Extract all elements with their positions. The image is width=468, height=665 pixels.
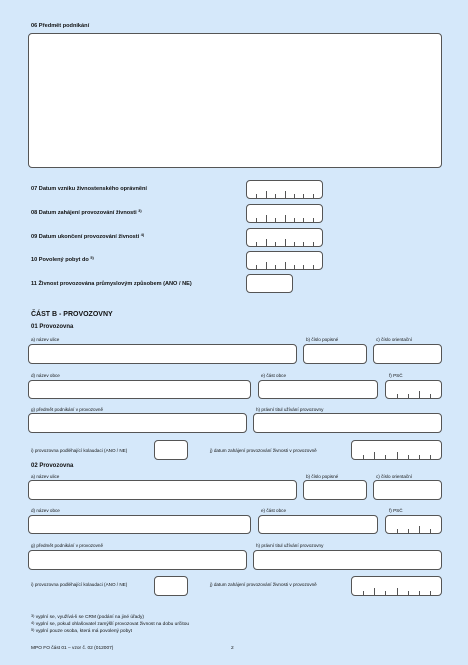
page-number: 2 xyxy=(231,646,234,651)
provozovna-2-title: 02 Provozovna xyxy=(31,463,74,469)
digit-separator xyxy=(256,194,257,198)
digit-separator xyxy=(294,218,295,222)
p2-titul-label: h) právní titul užívání provozovny xyxy=(256,543,324,548)
digit-separator xyxy=(408,591,409,595)
p2-ulice-label: a) název ulice xyxy=(31,474,60,479)
provozovna-1-title: 01 Provozovna xyxy=(31,324,74,330)
digit-separator xyxy=(430,455,431,459)
digit-separator xyxy=(397,452,398,459)
digit-separator xyxy=(430,529,431,533)
digit-separator xyxy=(275,265,276,269)
p1-cast-obce-label: e) část obce xyxy=(261,373,287,378)
p2-ulice-field[interactable] xyxy=(28,480,297,500)
p1-predmet-field[interactable] xyxy=(28,413,247,433)
digit-separator xyxy=(385,455,386,459)
digit-separator xyxy=(266,262,267,269)
digit-separator xyxy=(303,218,304,222)
p1-psc-label: f) PSČ xyxy=(389,373,403,378)
digit-separator xyxy=(385,591,386,595)
digit-separator xyxy=(313,265,314,269)
p1-kolaudace-field[interactable] xyxy=(154,440,188,460)
digit-separator xyxy=(275,194,276,198)
p2-psc-label: f) PSČ xyxy=(389,508,403,513)
digit-separator xyxy=(285,239,286,246)
footnote-5: $^{5)}$ vyplní pouze osoba, která má povolený pobyt xyxy=(31,628,132,634)
date-10-label: 10 Povolený pobyt do $^{5)}$ xyxy=(31,256,94,263)
digit-separator xyxy=(256,265,257,269)
digit-separator xyxy=(294,194,295,198)
date-07-label: 07 Datum vzniku živnostenského oprávnění xyxy=(31,186,147,192)
p2-cast-obce-label: e) část obce xyxy=(261,508,287,513)
p2-psc-field[interactable] xyxy=(385,515,442,534)
p2-datum-field[interactable] xyxy=(351,576,442,596)
row-11-field[interactable] xyxy=(246,274,293,293)
p1-psc-field[interactable] xyxy=(385,380,442,399)
digit-separator xyxy=(419,455,420,459)
p2-orientacni-field[interactable] xyxy=(373,480,442,500)
digit-separator xyxy=(294,265,295,269)
p2-titul-field[interactable] xyxy=(253,550,442,570)
digit-separator xyxy=(313,242,314,246)
digit-separator xyxy=(256,218,257,222)
p1-popisne-label: b) číslo popisné xyxy=(306,337,339,342)
digit-separator xyxy=(303,194,304,198)
p1-datum-field[interactable] xyxy=(351,440,442,460)
digit-separator xyxy=(256,242,257,246)
digit-separator xyxy=(266,239,267,246)
row-11-label: 11 Živnost provozována průmyslovým způsobem (ANO / NE) xyxy=(31,281,192,287)
date-08-field[interactable] xyxy=(246,204,323,223)
footnote-4: $^{4)}$ vyplní se, pokud ohlašovatel zamýšlí provozovat živnost na dobu určitou xyxy=(31,621,190,627)
digit-separator xyxy=(266,191,267,198)
p1-orientacni-field[interactable] xyxy=(373,344,442,364)
date-07-field[interactable] xyxy=(246,180,323,199)
digit-separator xyxy=(303,242,304,246)
p1-predmet-label: g) předmět podnikání v provozovně xyxy=(31,407,104,412)
digit-separator xyxy=(408,394,409,398)
p1-popisne-field[interactable] xyxy=(303,344,367,364)
digit-separator xyxy=(419,391,420,398)
p2-popisne-field[interactable] xyxy=(303,480,367,500)
p1-orientacni-label: c) číslo orientační xyxy=(376,337,412,342)
p1-titul-field[interactable] xyxy=(253,413,442,433)
p2-predmet-label: g) předmět podnikání v provozovně xyxy=(31,543,104,548)
section-06-label: 06 Předmět podnikání xyxy=(31,23,90,29)
p2-obec-label: d) název obce xyxy=(31,508,60,513)
digit-separator xyxy=(397,588,398,595)
predmet-podnikani-field[interactable] xyxy=(28,33,442,168)
p1-titul-label: h) právní titul užívání provozovny xyxy=(256,407,324,412)
p1-ulice-label: a) název ulice xyxy=(31,337,60,342)
digit-separator xyxy=(363,455,364,459)
digit-separator xyxy=(374,452,375,459)
form-id: MPO FO část 01 – vzor č. 02 (012007) xyxy=(31,646,114,651)
digit-separator xyxy=(266,215,267,222)
p1-ulice-field[interactable] xyxy=(28,344,297,364)
p1-obec-field[interactable] xyxy=(28,380,251,399)
digit-separator xyxy=(313,218,314,222)
digit-separator xyxy=(397,394,398,398)
digit-separator xyxy=(303,265,304,269)
p2-kolaudace-label: i) provozovna podléhající kolaudaci (ANO / NE) xyxy=(31,582,128,587)
digit-separator xyxy=(294,242,295,246)
digit-separator xyxy=(419,526,420,533)
date-10-field[interactable] xyxy=(246,251,323,270)
digit-separator xyxy=(285,215,286,222)
date-08-label: 08 Datum zahájení provozování živnosti $^{3)}$ xyxy=(31,209,142,216)
digit-separator xyxy=(430,591,431,595)
p1-datum-label: j) datum zahájení provozování živnosti v provozovně xyxy=(210,448,317,453)
part-b-title: ČÁST B - PROVOZOVNY xyxy=(31,311,113,318)
p2-datum-label: j) datum zahájení provozování živnosti v provozovně xyxy=(210,582,317,587)
p2-kolaudace-field[interactable] xyxy=(154,576,188,596)
digit-separator xyxy=(374,588,375,595)
digit-separator xyxy=(313,194,314,198)
p1-cast-obce-field[interactable] xyxy=(258,380,378,399)
p2-cast-obce-field[interactable] xyxy=(258,515,378,534)
p2-predmet-field[interactable] xyxy=(28,550,247,570)
date-09-field[interactable] xyxy=(246,228,323,247)
digit-separator xyxy=(408,455,409,459)
footnote-3: $^{3)}$ vyplní se, využívá-li se CRM (podání na jiné úřady) xyxy=(31,614,144,620)
digit-separator xyxy=(363,591,364,595)
digit-separator xyxy=(408,529,409,533)
digit-separator xyxy=(419,591,420,595)
digit-separator xyxy=(430,394,431,398)
p2-orientacni-label: c) číslo orientační xyxy=(376,474,412,479)
digit-separator xyxy=(275,218,276,222)
digit-separator xyxy=(285,191,286,198)
p2-obec-field[interactable] xyxy=(28,515,251,534)
date-09-label: 09 Datum ukončení provozování živnosti $^{4)}$ xyxy=(31,233,145,240)
digit-separator xyxy=(275,242,276,246)
digit-separator xyxy=(285,262,286,269)
p2-popisne-label: b) číslo popisné xyxy=(306,474,339,479)
digit-separator xyxy=(397,529,398,533)
p1-obec-label: d) název obce xyxy=(31,373,60,378)
p1-kolaudace-label: i) provozovna podléhající kolaudaci (ANO / NE) xyxy=(31,448,128,453)
